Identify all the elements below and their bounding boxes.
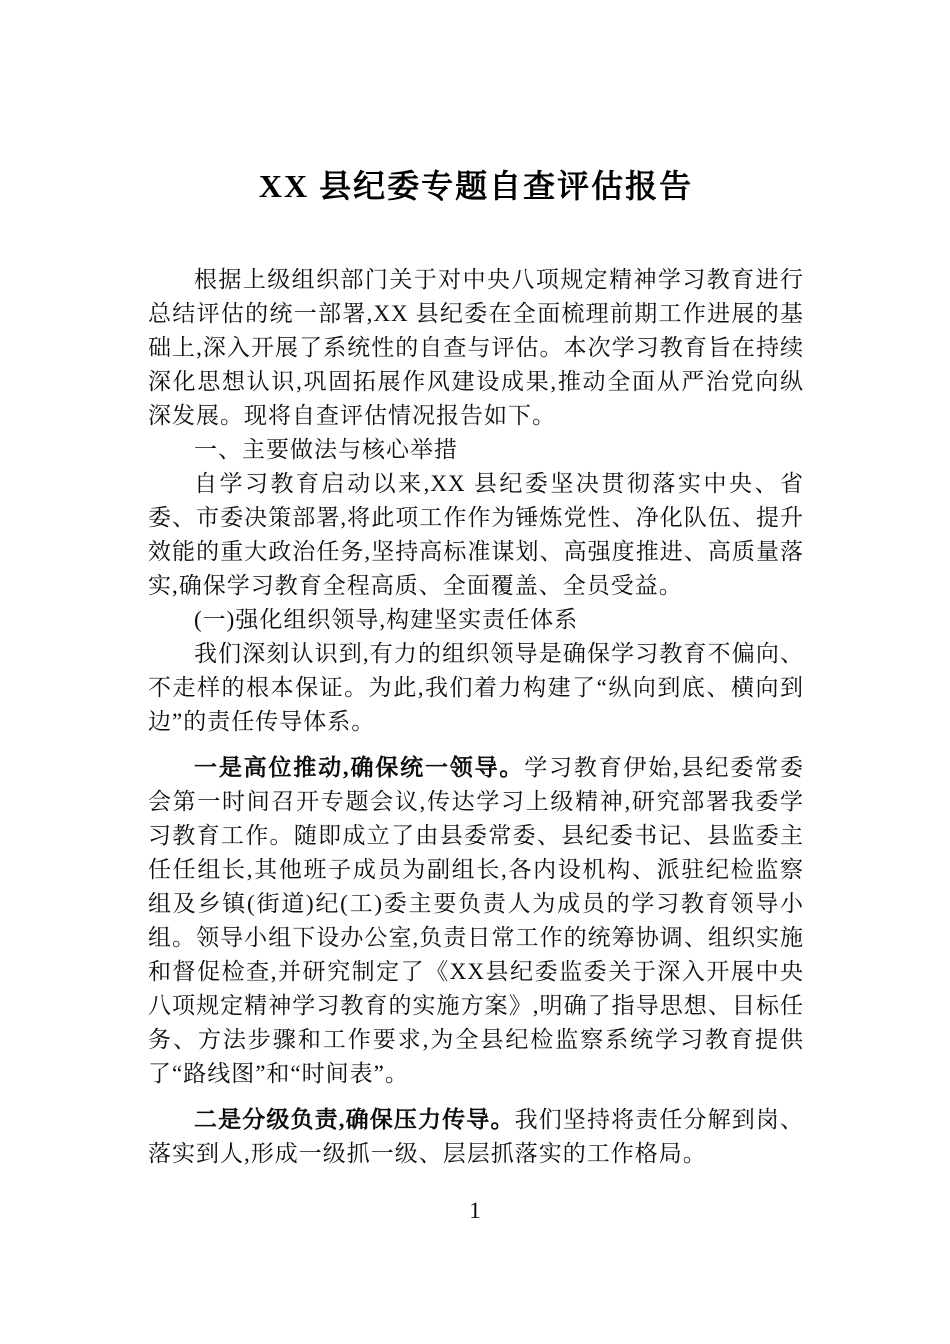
paragraph: 根据上级组织部门关于对中央八项规定精神学习教育进行总结评估的统一部署,XX 县纪委在全面梳理前期工作进展的基础上,深入开展了系统性的自查与评估。本次学习教育旨在持续深化思想认识,巩固拓展作风建设成果,推动全面从严治党向纵深发展。现将自查评估情况报告如下。 [148,267,804,428]
paragraph: 一是高位推动,确保统一领导。学习教育伊始,县纪委常委会第一时间召开专题会议,传达学习上级精神,研究部署我委学习教育工作。随即成立了由县委常委、县纪委书记、县监委主任任组长,其他班子成员为副组长,各内设机构、派驻纪检监察组及乡镇(街道)纪(工)委主要负责人为成员的学习教育领导小组。领导小组下设办公室,负责日常工作的统筹协调、组织实施和督促检查,并研究制定了《XX县纪委监委关于深入开展中央八项规定精神学习教育的实施方案》,明确了指导思想、目标任务、方法步骤和工作要求,为全县纪检监察系统学习教育提供了“路线图”和“时间表”。 [148,755,805,1086]
section-heading: (一)强化组织领导,构建坚实责任体系 [194,607,579,632]
paragraph-bold-lead: 一是高位推动,确保统一领导。 [194,755,525,780]
paragraph-bold-lead: 二是分级负责,确保压力传导。 [194,1107,515,1132]
section-heading: 一、主要做法与核心举措 [194,437,458,462]
paragraph: 二是分级负责,确保压力传导。我们坚持将责任分解到岗、落实到人,形成一级抓一级、层层抓落实的工作格局。 [148,1107,805,1166]
page-number: 1 [469,1198,481,1223]
paragraph: 我们深刻认识到,有力的组织领导是确保学习教育不偏向、不走样的根本保证。为此,我们着力构建了“纵向到底、横向到边”的责任传导体系。 [148,641,804,734]
document-title: XX 县纪委专题自查评估报告 [258,168,694,204]
paragraph: 自学习教育启动以来,XX 县纪委坚决贯彻落实中央、省委、市委决策部署,将此项工作作为锤炼党性、净化队伍、提升效能的重大政治任务,坚持高标准谋划、高强度推进、高质量落实,确保学习教育全程高质、全面覆盖、全员受益。 [148,471,804,598]
document-body [148,263,804,1171]
